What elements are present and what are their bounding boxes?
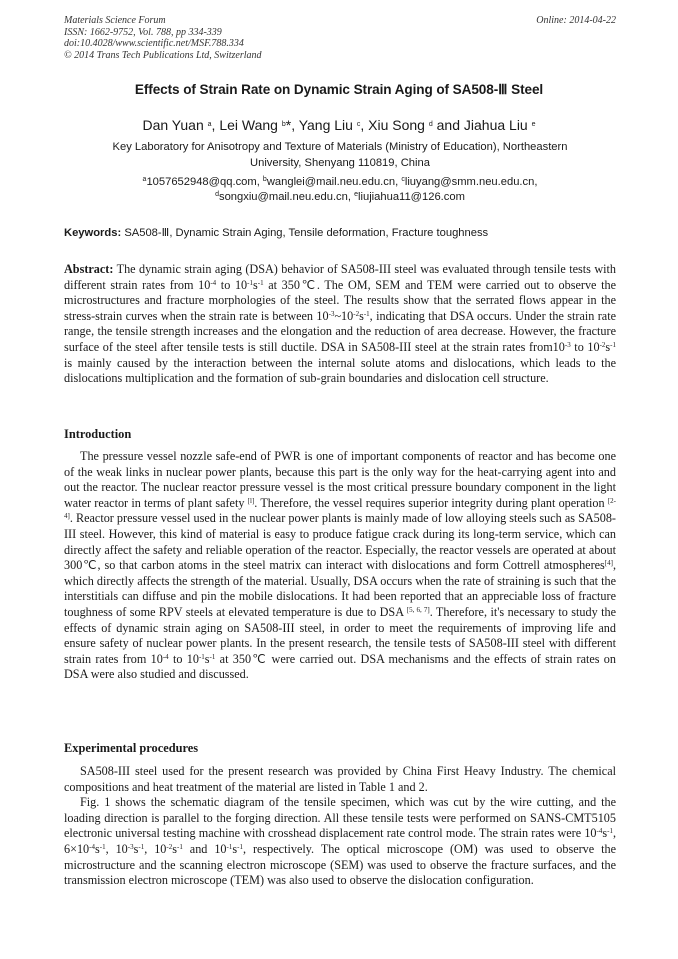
introduction-body (64, 449, 616, 683)
abstract-label: Abstract: (64, 262, 114, 276)
keywords-text: SA508-Ⅲ, Dynamic Strain Aging, Tensile deformation, Fracture toughness (124, 227, 489, 239)
keywords (64, 226, 616, 239)
superscript: -2 (166, 842, 173, 851)
author-name: Lei Wang (219, 117, 278, 133)
keywords-label: Keywords: (64, 227, 122, 239)
author-affil-mark: e (531, 121, 536, 128)
copyright-line: © 2014 Trans Tech Publications Ltd, Switzerland (64, 49, 262, 61)
paragraph: SA508-III steel used for the present research was provided by China First Heavy Industry. The chemical compositions and heat treatment of the material are listed in Table 1 and 2. (64, 764, 616, 794)
superscript: -1 (177, 842, 183, 851)
paper-title: Effects of Strain Rate on Dynamic Strain Aging of SA508-Ⅲ Steel (134, 82, 544, 97)
email-address[interactable]: liujiahua11@126.com (358, 190, 465, 203)
superscript: -1 (138, 842, 145, 851)
author-affil-mark: c (356, 121, 361, 128)
affiliation-line: University, Shenyang 110819, China (250, 156, 430, 169)
section-heading-experimental: Experimental procedures (64, 741, 199, 755)
author-name: Xiu Song (368, 117, 425, 133)
superscript: -3 (328, 309, 335, 318)
abstract-text: The dynamic strain aging (DSA) behavior of SA508-III steel was evaluated through tensile tests with different strain rates from $10^{-4}$ to $10^{-1}s^{-1}$ at 350℃. The OM, SEM and TEM were carried out to observe the microstructures and fracture morphologies of the steel. The results show that the serrated flows appear in the stress-strain curves when the strain rate is between $10^{-3}\sim 10^{-2}s^{-1}$, indicating that DSA occurs. Under the strain rate range, the tensile strength increases and the elongation and the reduction of area decrease. However, the fracture surface of the steel after tensile tests is still ductile. DSA in SA508-III steel at the strain rates $from10^{-3}$ to $10^{-2}s^{-1}$ is mainly caused by the interaction between the internal solute atoms and dislocations, which leads to the dislocations multiplication and the formation of sub-grain boundaries and dislocation cell structure. (64, 262, 617, 386)
email-list: $^a$1057652948@qq.com, $^b$wanglei@mail.neu.edu.cn, $^c$liuyang@smm.neu.edu.cn, $^d$songxiu@mail.neu.edu.cn, $^e$liujiahua11@126.com (142, 176, 538, 203)
journal-name: Materials Science Forum (64, 15, 166, 26)
superscript: -1 (607, 827, 613, 836)
author-name: Yang Liu (298, 117, 353, 133)
email-address[interactable]: songxiu@mail.neu.edu.cn (218, 190, 348, 203)
superscript: -1 (226, 842, 233, 851)
superscript: -4 (89, 842, 95, 851)
email-mark: d (215, 190, 219, 198)
section-heading-introduction: Introduction (64, 427, 132, 441)
affiliation (64, 140, 616, 172)
superscript: -1 (99, 842, 106, 851)
superscript: [2-4] (64, 496, 617, 521)
affiliation-line: Key Laboratory for Anisotropy and Texture of Materials (Ministry of Education), Northeastern (112, 141, 568, 153)
superscript: -1 (198, 652, 205, 661)
superscript: -1 (247, 278, 253, 287)
email-mark: c (401, 176, 405, 183)
superscript: -1 (363, 309, 370, 318)
email-address[interactable]: wanglei@mail.neu.edu.cn (266, 176, 396, 188)
paragraph: Fig. 1 shows the schematic diagram of the tensile specimen, which was cut by the wire cutting, and the loading direction is parallel to the forging direction. All these tensile tests were performed on SANS-CMT5105 electronic universal testing machine with crosshead displacement rate control mode. The strain rates were $10^{-4}s^{-1}$, $6\times 10^{-4}s^{-1}$, $10^{-3}s^{-1}$, $10^{-2}s^{-1}$ and $10^{-1}s^{-1}$, respectively. The optical microscope (OM) was used to observe the microstructure and the scanning electron microscope (SEM) was used to observe the fracture surfaces, and the transmission electron microscope (TEM) was also used to observe the dislocation configuration. (64, 795, 617, 888)
email-address[interactable]: liuyang@smm.neu.edu.cn (404, 176, 535, 188)
superscript: [5, 6, 7] (406, 605, 430, 614)
email-mark: a (142, 176, 147, 183)
author-name: Dan Yuan (142, 117, 204, 133)
author-affil-mark: d (428, 121, 433, 128)
author-name: Jiahua Liu (463, 117, 528, 133)
online-date: Online: 2014-04-22 (536, 15, 616, 26)
experimental-body (64, 764, 616, 889)
superscript: -1 (237, 842, 243, 851)
abstract (64, 262, 616, 387)
superscript: -2 (353, 309, 360, 318)
superscript: -3 (127, 842, 134, 851)
issn-line: ISSN: 1662-9752, Vol. 788, pp 334-339 (64, 26, 222, 38)
paragraph: The pressure vessel nozzle safe-end of PWR is one of important components of reactor and has become one of the weak links in nuclear power plants, because this part is the only way for the heat-carrying agent into and out the reactor. The nuclear reactor pressure vessel is the most critical pressure boundary component in the light water reactor in terms of plant safety [l]. Therefore, the vessel requires superior integrity during plant operation [2-4]. Reactor pressure vessel used in the nuclear power plants is mainly made of low alloying steels such as SA508-III steel. However, this kind of material is easy to produce fatigue crack during its long-term service, which can directly affect the safety and reliable operation of the reactor. Especially, the reactor vessels are operated at about 300℃, so that carbon atoms in the steel matrix can interact with dislocations and form Cottrell atmospheres[4], which directly affects the strength of the material. Usually, DSA occurs when the rate of straining is such that the interstitials can diffuse and pin the mobile dislocations. It had been reported that an appreciable loss of fracture toughness of some RPV steels at elevated temperature is due to DSA [5, 6, 7]. Therefore, it's necessary to study the effects of dynamic strain aging on SA508-III steel, in order to meet the requirements of improving life and ensure safety of nuclear power plants. In the present research, the tensile tests of SA508-III steel with different strain rates from $10^{-4}$ to $10^{-1}s^{-1}$ at 350℃ were carried out. DSA mechanisms and the effects of strain rates on DSA were also studied and discussed. (64, 449, 617, 682)
doi-line: doi:10.4028/www.scientific.net/MSF.788.334 (64, 38, 244, 50)
superscript: -2 (599, 340, 606, 349)
email-mark: e (354, 190, 358, 198)
email-mark: b (262, 176, 267, 183)
superscript: -4 (210, 278, 217, 287)
superscript: -1 (257, 278, 264, 287)
superscript: [l] (247, 496, 255, 505)
superscript: -4 (162, 652, 169, 661)
author-affil-mark: b (281, 121, 286, 128)
superscript: -1 (610, 340, 617, 349)
author-affil-mark: a (207, 121, 212, 128)
author-list: Dan Yuan $^a$, Lei Wang $^b$*, Yang Liu $^c$, Xiu Song $^d$ and Jiahua Liu $^e$ (142, 117, 536, 133)
superscript: -1 (209, 652, 216, 661)
email-address[interactable]: 1057652948@qq.com (146, 176, 257, 188)
superscript: -4 (596, 827, 603, 836)
superscript: [4] (604, 559, 613, 568)
running-header (64, 15, 616, 61)
superscript: -3 (564, 340, 571, 349)
